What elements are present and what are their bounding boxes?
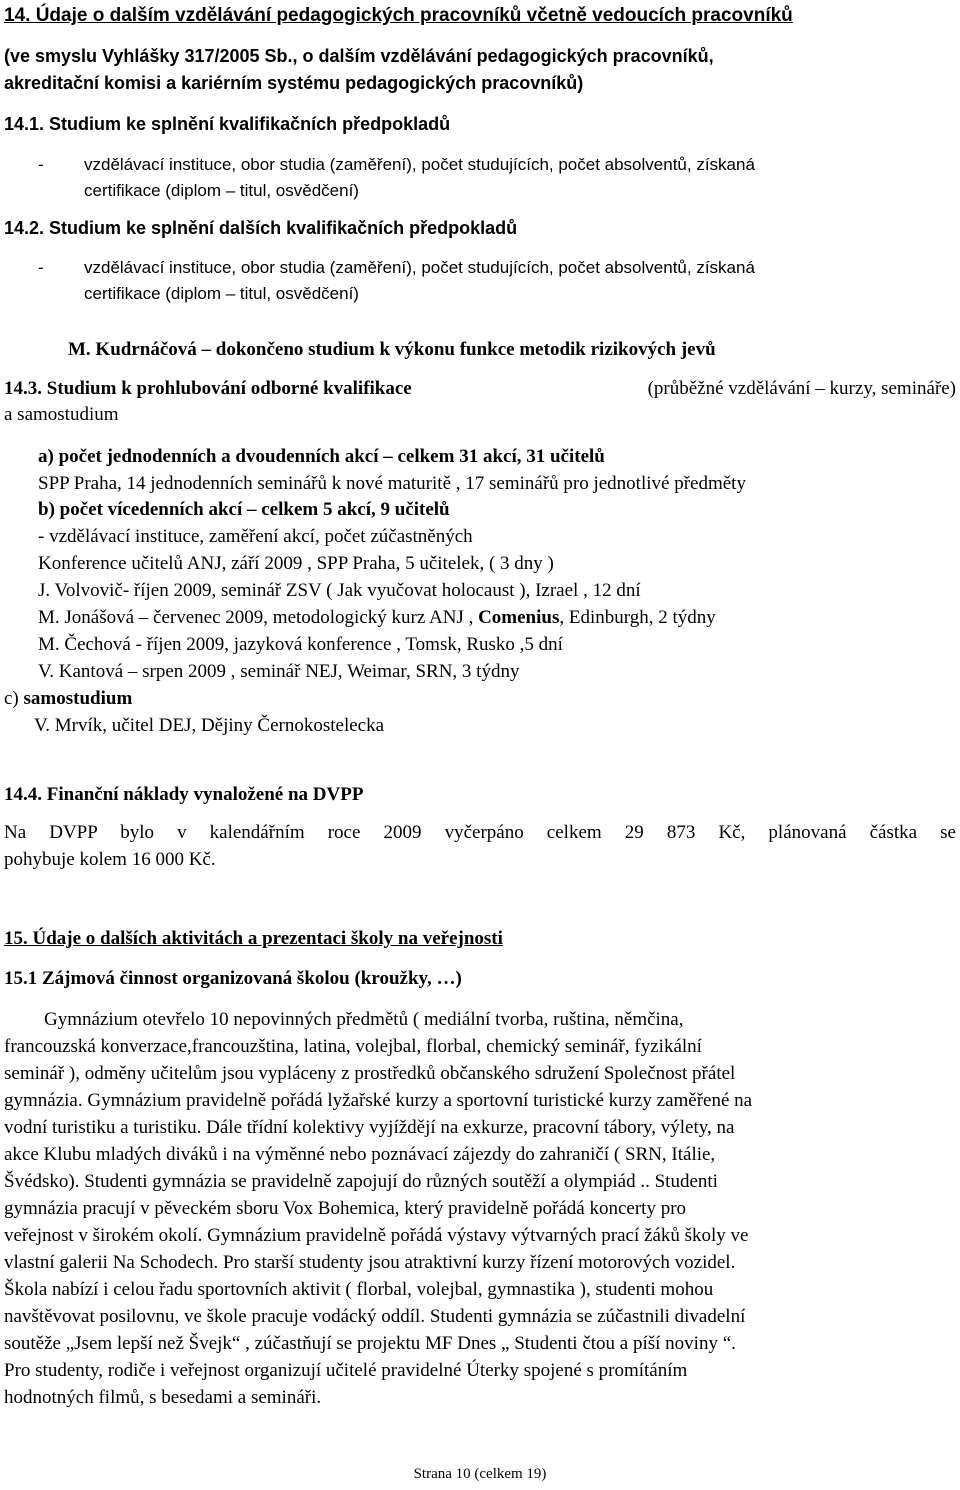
item-b-entry-5: V. Kantová – srpen 2009 , seminář NEJ, Weimar, SRN, 3 týdny xyxy=(38,661,520,682)
item-b-entry-4: M. Čechová - říjen 2009, jazyková konference , Tomsk, Rusko ,5 dní xyxy=(38,634,563,655)
subsection-14-2-item-line-2: certifikace (diplom – titul, osvědčení) xyxy=(84,284,359,303)
paragraph-line: soutěže „Jsem lepší než Švejk“ , zúčastňují se projektu MF Dnes „ Studenti čtou a píší noviny “. xyxy=(4,1333,736,1354)
item-b-entry-2: J. Volvovič- říjen 2009, seminář ZSV ( Jak vyučovat holocaust ), Izrael , 12 dní xyxy=(38,580,641,601)
paragraph-line: Škola nabízí i celou řadu sportovních aktivit ( florbal, volejbal, gymnastika ), studenti mohou xyxy=(4,1279,714,1300)
paragraph-line: gymnázia. Gymnázium pravidelně pořádá lyžařské kurzy a sportovní turistické kurzy zaměřené na xyxy=(4,1090,753,1111)
item-b-entry-3-bold: Comenius xyxy=(478,607,560,628)
subsection-14-3-title-rest: (průběžné vzdělávání – kurzy, semináře) xyxy=(647,378,956,399)
section-15-heading: 15. Údaje o dalších aktivitách a prezentaci školy na veřejnosti xyxy=(4,928,503,949)
paragraph-line: vlastní galerii Na Schodech. Pro starší studenty jsou atraktivní kurzy řízení motorových vozidel. xyxy=(4,1252,736,1273)
item-c-bold: samostudium xyxy=(23,688,133,709)
section-14-heading: 14. Údaje o dalším vzdělávání pedagogických pracovníků včetně vedoucích pracovníků xyxy=(4,5,793,26)
item-b-entry-3-post: , Edinburgh, 2 týdny xyxy=(559,607,716,628)
section-14-intro-line-2: akreditační komisi a kariérním systému pedagogických pracovníků) xyxy=(4,73,584,93)
item-a-header: a) počet jednodenních a dvoudenních akcí – celkem 31 akcí, 31 učitelů xyxy=(38,446,605,467)
item-b-entry-1: Konference učitelů ANJ, září 2009 , SPP Praha, 5 učitelek, ( 3 dny ) xyxy=(38,553,554,574)
item-b-entry-3 xyxy=(38,608,716,627)
item-b-entry-3-pre: M. Jonášová – červenec 2009, metodologický kurz ANJ , xyxy=(38,607,479,628)
paragraph-line: veřejnost v širokém okolí. Gymnázium pravidelně pořádá výstavy výtvarných prací žáků školy ve xyxy=(4,1225,749,1246)
paragraph-line: gymnázia pracují v pěveckém sboru Vox Bohemica, který pravidelně pořádá koncerty pro xyxy=(4,1198,687,1219)
section-14-intro-line-1: (ve smyslu Vyhlášky 317/2005 Sb., o dalším vzdělávání pedagogických pracovníků, xyxy=(4,46,714,66)
item-b-subheader: - vzdělávací instituce, zaměření akcí, počet zúčastněných xyxy=(38,526,473,547)
paragraph-line: seminář ), odměny učitelům jsou vypláceny z prostředků občanského sdružení Společnost přátel xyxy=(4,1063,736,1084)
page-number: Strana 10 (celkem 19) xyxy=(413,1466,547,1482)
item-c-entry-1: V. Mrvík, učitel DEJ, Dějiny Černokostelecka xyxy=(34,715,385,736)
item-c-header xyxy=(4,689,132,708)
subsection-14-3-title-bold: 14.3. Studium k prohlubování odborné kvalifikace xyxy=(4,378,412,399)
subsection-14-2-note: M. Kudrnáčová – dokončeno studium k výkonu funkce metodik rizikových jevů xyxy=(68,339,716,360)
subsection-14-4-text-line-2: pohybuje kolem 16 000 Kč. xyxy=(4,849,216,870)
subsection-14-4-text-line-1: Na DVPP bylo v kalendářním roce 2009 vyčerpáno celkem 29 873 Kč, plánovaná částka se xyxy=(4,822,956,843)
subsection-14-3-title xyxy=(4,379,956,398)
paragraph-line: akce Klubu mladých diváků i na výměnné nebo poznávací zájezdy do zahraničí ( SRN, Itálie, xyxy=(4,1144,716,1165)
subsection-14-2-bullet: - xyxy=(38,258,44,277)
subsection-14-3-title-line-2: a samostudium xyxy=(4,404,119,425)
paragraph-line: Pro studenty, rodiče i veřejnost organizují učitelé pravidelné Úterky spojené s promítáním xyxy=(4,1360,688,1381)
paragraph-line: Švédsko). Studenti gymnázia se pravidelně zapojují do různých soutěží a olympiád .. Studenti xyxy=(4,1171,718,1192)
paragraph-line: navštěvovat posilovnu, ve škole pracuje vodácký oddíl. Studenti gymnázia se zúčastnili divadelní xyxy=(4,1306,746,1327)
paragraph-line: vodní turistiku a turistiku. Dále třídní kolektivy vyjíždějí na exkurze, pracovní tábory, výlety, na xyxy=(4,1117,735,1138)
item-b-header: b) počet vícedenních akcí – celkem 5 akcí, 9 učitelů xyxy=(38,499,450,520)
paragraph-line: hodnotných filmů, s besedami a semináři. xyxy=(4,1387,322,1408)
subsection-15-1-title: 15.1 Zájmová činnost organizovaná školou (kroužky, …) xyxy=(4,968,462,989)
paragraph-line: Gymnázium otevřelo 10 nepovinných předmětů ( mediální tvorba, ruština, němčina, xyxy=(44,1009,684,1030)
subsection-14-1-item-line-2: certifikace (diplom – titul, osvědčení) xyxy=(84,181,359,200)
paragraph-line: francouzská konverzace,francouzština, latina, volejbal, florbal, chemický seminář, fyzikální xyxy=(4,1036,702,1057)
subsection-14-1-bullet: - xyxy=(38,155,44,174)
item-c-prefix: c) xyxy=(4,688,24,709)
subsection-14-1-item-line-1: vzdělávací instituce, obor studia (zaměření), počet studujících, počet absolventů, získaná xyxy=(84,155,755,174)
subsection-14-2-title: 14.2. Studium ke splnění dalších kvalifikačních předpokladů xyxy=(4,218,518,238)
subsection-14-4-title: 14.4. Finanční náklady vynaložené na DVPP xyxy=(4,784,364,805)
item-a-detail: SPP Praha, 14 jednodenních seminářů k nové maturitě , 17 seminářů pro jednotlivé předměty xyxy=(38,473,746,494)
subsection-14-1-title: 14.1. Studium ke splnění kvalifikačních předpokladů xyxy=(4,114,451,134)
subsection-14-2-item-line-1: vzdělávací instituce, obor studia (zaměření), počet studujících, počet absolventů, získaná xyxy=(84,258,755,277)
